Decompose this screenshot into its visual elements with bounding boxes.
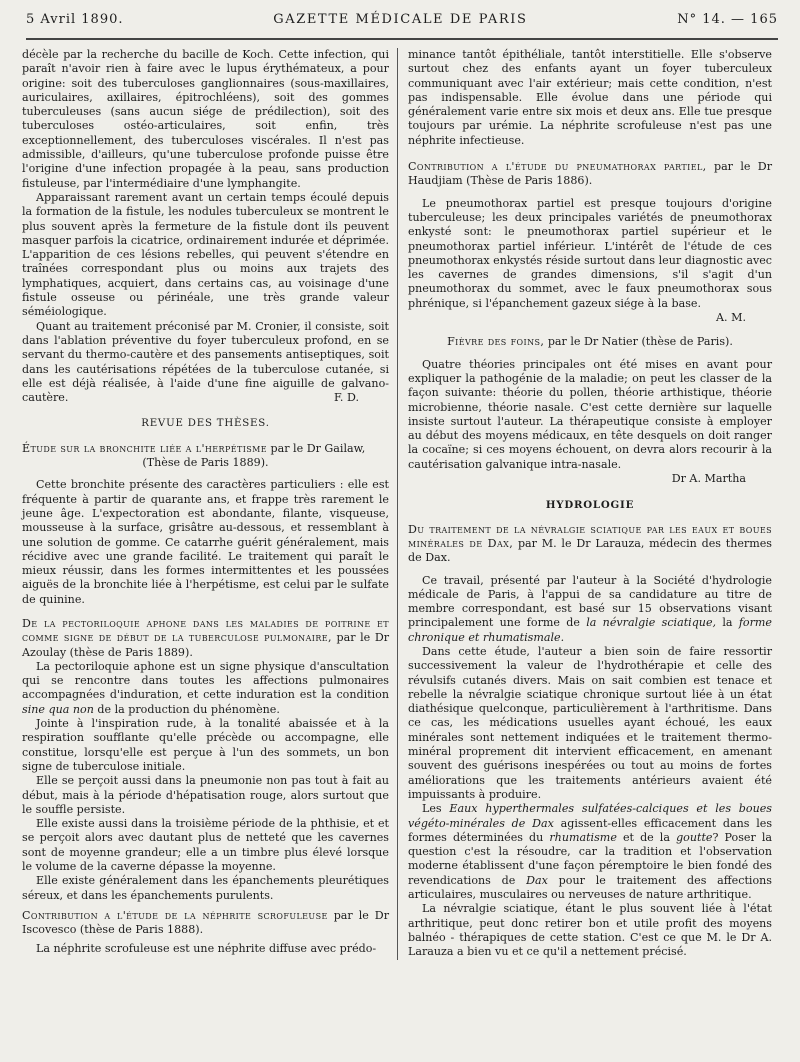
right-column [397, 48, 772, 960]
journal-title: GAZETTE MÉDICALE DE PARIS [273, 11, 528, 27]
paragraph-text: de la production du phénomène. [97, 702, 280, 716]
italic-term: rhumatisme [549, 830, 617, 844]
italic-term: forme chronique et rhumatismale. [408, 616, 772, 644]
paragraph: La néphrite scrofuleuse est une néphrite diffuse avec prédo- [36, 941, 377, 955]
article-columns [22, 48, 782, 960]
italic-term: Dax [526, 873, 548, 887]
section-heading: REVUE DES THÈSES. [141, 418, 270, 430]
paragraph-text: la [722, 616, 733, 630]
page-number: N° 14. — 165 [677, 11, 778, 27]
paragraph [408, 574, 772, 645]
paragraph: Dans cette étude, l'auteur a bien soin de faire ressortir successivement la valeur de l'hydrothérapie et celle des révulsifs cutanés divers. Mais on sait combien est tenace et rebelle la névralgie sciatique chronique surtout liée à un état diathésique quelconque, particulièrement à l'arthritisme. Dans ce cas, les médications usuelles ayant échoué, les eaux minérales sont nettement indiquées et le traitement thermo-minéral proprement dit intervient efficacement, en amenant souvent des guérisons inespérées ou tout au moins de fortes améliorations que les traitements antérieurs avaient été impuissants à produire. [408, 644, 772, 801]
paragraph-text: Les [422, 802, 442, 816]
thesis-title [408, 335, 772, 349]
thesis-author: par le Dr Gailaw, [270, 441, 366, 455]
paragraph: Elle se perçoit aussi dans la pneumonie non pas tout à fait au début, mais à la période d'hépatisation rouge, alors surtout que le souffle persiste. [22, 774, 389, 816]
paragraph [22, 320, 389, 406]
article-title [408, 523, 772, 566]
paragraph-text: agissent-elles efficacement dans les formes déterminées du [408, 816, 773, 844]
signature: A. M. [716, 311, 746, 325]
thesis-reference: (Thèse de Paris 1889). [142, 456, 269, 470]
paragraph: Apparaissant rarement avant un certain temps écoulé depuis la formation de la fistule, les nodules tuberculeux se montrent le plus souvent après la fermeture de la fistule dont ils peuvent masquer parfois la cicatrice, ordinairement indurée et déprimée. L'apparition de ces lésions rebelles, qui peuvent s'étendre en traînées correspondant plus ou moins aux trajets des lymphatiques, acquiert, dans certains cas, au voisinage d'une fistule osseuse ou périnéale, une très grande valeur séméiologique. [22, 190, 389, 319]
thesis-author: par le Dr Haudjiam (Thèse de Paris 1886). [408, 160, 772, 188]
thesis-author: par le Dr Natier (thèse de Paris). [547, 335, 733, 349]
section-heading: HYDROLOGIE [545, 499, 635, 512]
paragraph-text: Quant au traitement préconisé par M. Cronier, il consiste, soit dans l'ablation préventive du foyer tuberculeux profond, en se servant du thermo-cautère et des pansements antiseptiques, soit dans les cautérisations répétées de la tuberculose cutanée, si elle est déjà réalisée, à l'aide d'une fine aiguille de galvano-cautère. [22, 319, 389, 405]
paragraph: Quatre théories principales ont été mises en avant pour expliquer la pathogénie de la maladie; on peut les classer de la façon suivante: théorie du pollen, théorie arthistique, théorie microbienne, théorie nasale. C'est cette dernière sur laquelle insiste surtout l'auteur. La thérapeutique consiste à employer au début des moyens médicaux, en tête desquels on doit ranger la cocaïne; si ces moyens échouent, on devra alors recourir à la cautérisation galvanique intra-nasale. [408, 357, 772, 471]
thesis-title-text: De la pectoriloquie aphone dans les maladies de poitrine et comme signe de début de la tuberculose pulmonaire, [22, 616, 389, 645]
thesis-author: par le Dr Azoulay (thèse de Paris 1889). [22, 631, 390, 659]
issue-date: 5 Avril 1890. [26, 11, 124, 27]
paragraph: Jointe à l'inspiration rude, à la tonalité abaissée et à la respiration soufflante qu'elle précède ou accompagne, elle constitue, lorsqu'elle est perçue à l'un des sommets, un bon signe de tuberculose initiale. [22, 717, 389, 773]
thesis-author: par le Dr Iscovesco (thèse de Paris 1888). [22, 908, 389, 937]
paragraph: Cette bronchite présente des caractères particuliers : elle est fréquente à partir de quarante ans, et frappe très rarement le jeune âge. L'expectoration est abondante, filante, visqueuse, mousseuse à la surface, grisâtre au-dessous, et ressemblant à une solution de gomme. Ce catarrhe guérit généralement, mais récidive avec une grande facilité. Le traitement qui paraît le mieux réussir, dans les formes intermittentes et les poussées aiguës de la bronchite liée à l'herpétisme, est celui par le sulfate de quinine. [22, 478, 389, 606]
paragraph-text: pour le traitement des affections articulaires, musculaires ou nerveuses de nature arthritique. [408, 873, 772, 902]
thesis-title-text: Étude sur la bronchite liée a l'herpétisme [22, 441, 267, 455]
italic-term: sine qua non [22, 702, 94, 716]
paragraph-text: La pectoriloquie aphone est un signe physique d'anscultation qui se rencontre dans toutes les affections pulmonaires accompagnées d'induration, et cette induration est la condition [22, 659, 389, 702]
signature: Dr A. Martha [671, 472, 746, 486]
paragraph [22, 660, 389, 717]
paragraph: Elle existe aussi dans la troisième période de la phthisie, et et se perçoit alors avec dautant plus de netteté que les cavernes sont de moyenne grandeur; elle a un timbre plus élevé lorsque le volume de la caverne dépasse la moyenne. [22, 817, 389, 874]
article-title-text: Du traitement de la névralgie sciatique par les eaux et boues minérales de Dax, [408, 522, 772, 550]
thesis-title [22, 442, 389, 456]
italic-term: Eaux hyperthermales sulfatées-calciques et les boues végéto-minérales de Dax [408, 802, 772, 830]
italic-term: goutte [676, 830, 713, 844]
thesis-title-text: Fièvre des foins, [447, 335, 545, 349]
paragraph-text: et de la [622, 830, 670, 844]
thesis-title [22, 617, 389, 660]
left-column [22, 48, 397, 960]
italic-term: la névralgie sciatique, [586, 616, 717, 630]
page-header [26, 0, 778, 40]
paragraph [408, 802, 772, 902]
thesis-title [22, 909, 389, 938]
paragraph-text: Ce travail, présenté par l'auteur à la Société d'hydrologie médicale de Paris, à l'appui de sa candidature au titre de membre correspondant, est basé sur 15 observations visant principalement une forme de [408, 573, 772, 630]
thesis-title-text: Contribution a l'étude du pneumathorax partiel, [408, 160, 707, 174]
paragraph: décèle par la recherche du bacille de Koch. Cette infection, qui paraît n'avoir rien à faire avec le lupus érythémateux, a pour origine: soit des tuberculoses ganglionnaires (sous-maxillaires, auriculaires, axillaires, épitrochléens), soit des gommes tuberculeuses (sans aucun siége de prédilection), soit des tuberculoses ostéo-articulaires, soit enfin, très exceptionnellement, des tuberculoses viscérales. Il n'est pas admissible, d'ailleurs, qu'une tuberculose profonde puisse être l'origine d'une infection propagée à la peau, sans production fistuleuse, par l'intermédiaire d'une lymphangite. [22, 48, 389, 190]
thesis-title-text: Contribution a l'étude de la néphrite scrofuleuse [22, 908, 328, 922]
article-author: par M. le Dr Larauza, médecin des thermes de Dax. [408, 536, 772, 565]
paragraph: La névralgie sciatique, étant le plus souvent liée à l'état arthritique, peut donc retirer bon et utile profit des moyens balnéo - thérapiques de cette station. C'est ce que M. le Dr A. Larauza a bien vu et ce qu'il a nettement précisé. [408, 902, 772, 959]
paragraph: Elle existe généralement dans les épanchements pleurétiques séreux, et dans les épanchements purulents. [22, 874, 389, 902]
paragraph-text: ? Poser la question c'est la résoudre, car la tradition et l'observation moderne établissent d'une façon péremptoire le bien fondé des revendications de [408, 830, 772, 887]
thesis-title [408, 160, 772, 189]
paragraph: minance tantôt épithéliale, tantôt interstitielle. Elle s'observe surtout chez des enfants ayant un foyer tuberculeux communiquant avec l'air extérieur; mais cette condition, n'est pas indispensable. Elle évolue dans une période qui généralement varie entre six mois et deux ans. Elle tue presque toujours par urémie. La néphrite scrofuleuse n'est pas une néphrite infectieuse. [408, 48, 772, 147]
signature: F. D. [333, 391, 359, 405]
paragraph: Le pneumothorax partiel est presque toujours d'origine tuberculeuse; les deux principales variétés de pneumothorax enkysté sont: le pneumothorax partiel supérieur et le pneumothorax partiel inférieur. L'intérêt de l'étude de ces pneumothorax enkystés réside surtout dans leur diagnostic avec les cavernes de grandes dimensions, s'il s'agit d'un pneumothorax du sommet, avec le faux pneumothorax sous phrénique, si l'épanchement gazeux siége à la base. [408, 196, 772, 310]
